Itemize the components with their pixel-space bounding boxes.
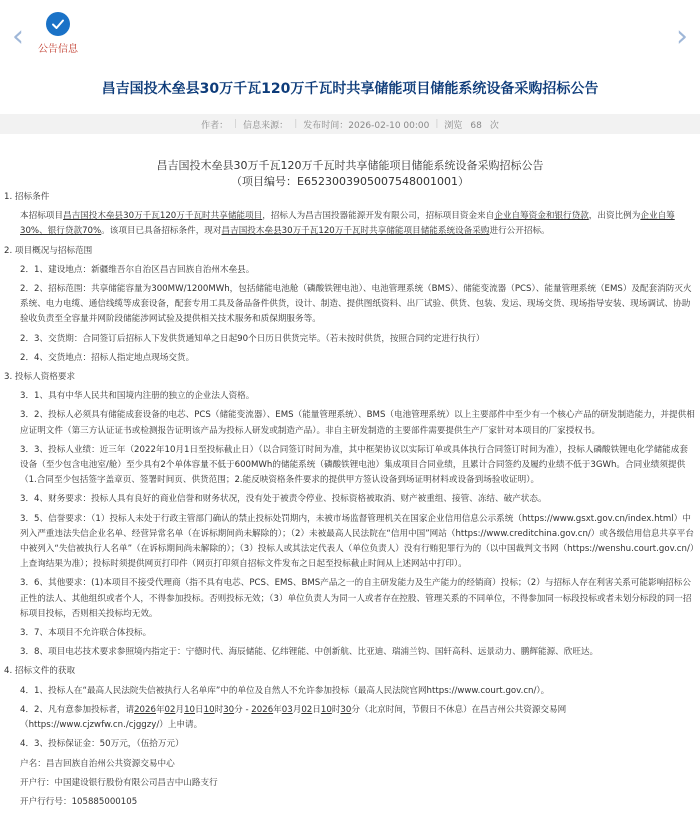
next-arrow-icon[interactable]: › (676, 19, 688, 54)
section-3-5: 3．5、信誉要求：（1）投标人未处于行政主管部门确认的禁止投标处罚期内，未被市场监督管理机关在国家企业信用信息公示系统（https://www.gsxt.gov.cn/index.html）中列入严重违法失信企业名单、经营异常名单（在诉标期间尚未解除的）；（2）未被最高人民法院在“信用中国”网站（https://www.creditchina.gov.cn/）或各级信用信息共享平台中被列入“失信被执行人名单”（在诉标期间尚未解除的）；（3）投标人或其法定代表人（单位负责人）没有行贿犯罪行为的（以中国裁判文书网（https://wenshu.court.gov.cn/）上查询结果为准）；投标时须提供网页打印件（网页打印须自招标文件发布之日起至投标截止时间从上述网站中打印）。 (20, 513, 695, 570)
document-heading (0, 158, 700, 190)
document-title: 昌吉国投木垒县30万千瓦120万千瓦时共享储能项目储能系统设备采购招标公告 (156, 159, 544, 172)
section-2-3: 2．3、交货期：合同签订后招标人下发供货通知单之日起90个日历日供货完毕。（若未按时供货，按照合同约定进行执行） (20, 333, 485, 344)
announcement-body (4, 190, 696, 814)
publish-time-value: 2026-02-10 00:00 (348, 120, 430, 131)
section-3-2: 3．2、投标人必须具有储能成套设备的电芯、PCS（储能变流器）、EMS（能量管理系统）、BMS（电池管理系统）以上主要部件中至少有一个核心产品的研发制造能力，并提供相应证明文件（第三方认证证书或检测报告证明该产品为投标人研发或制造产品）。非自主研发制造的主要部件需要提供生产厂家针对本项目的厂家授权书。 (20, 410, 695, 436)
section-3-8: 3．8、项目电芯技术要求参照境内指定于：宁德时代、海辰储能、亿纬锂能、中创新航、比亚迪、瑞浦兰钧、国轩高科、远景动力、鹏辉能源、欣旺达。 (20, 647, 599, 658)
check-icon (46, 12, 70, 36)
section-3-title: 3. 投标人资格要求 (4, 372, 76, 383)
page-title: 昌吉国投木垒县30万千瓦120万千瓦时共享储能项目储能系统设备采购招标公告 (101, 81, 599, 97)
section-1-text: 本招标项目昌吉国投木垒县30万千瓦120万千瓦时共享储能项目，招标人为昌吉国投器能源开发有限公司，招标项目资金来自企业自筹资金和银行贷款，出资比例为企业自筹30%、银行贷款70%。该项目已具备招标条件，现对昌吉国投木垒县30万千瓦120万千瓦时共享储能项目储能系统设备采购进行公开招标。 (20, 211, 675, 237)
top-bar (0, 0, 700, 64)
section-4-title: 4. 招标文件的获取 (4, 666, 76, 677)
section-3-1: 3．1、具有中华人民共和国境内注册的独立的企业法人资格。 (20, 391, 255, 402)
section-4-1: 4．1、投标人在“最高人民法院失信被执行人名单库”中的单位及自然人不允许参加投标（最高人民法院官网https://www.court.gov.cn/）。 (20, 685, 550, 696)
payee-name: 户名：昌吉回族自治州公共资源交易中心 (20, 758, 175, 769)
section-3-6: 3．6、其他要求：(1)本项目不接受代理商（指不具有电芯、PCS、EMS、BMS产品之一的自主研发能力及生产能力的经销商）投标；（2）与招标人存在利害关系可能影响招标公正性的法人、其他组织或者个人，不得参加投标。否则投标无效；（3）单位负责人为同一人或者存在控股、管理关系的不同单位，不得参加同一标段投标或者未划分标段的同一招标项目投标，否则相关投标均无效。 (20, 578, 692, 619)
section-2-2: 2．2、招标范围：共享储能容量为300MW/1200MWh，包括储能电池舱（磷酸铁锂电池）、电池管理系统（BMS）、储能变流器（PCS）、能量管理系统（EMS）及配套消防灭火系统、电力电缆、通信线缆等成套设备，配套专用工具及备品备件供货，设计、制造、提供图纸资料、出厂试验、供货、包装、发运、现场交货、现场指导安装、现场调试、协助验收负责至全容量并网阶段储能涉网试验及提供相关技术服务和质保期服务等。 (20, 284, 692, 325)
section-1-title: 1. 招标条件 (4, 192, 50, 202)
views-unit: 次 (489, 120, 499, 131)
bank-account: 开户行行号：105885000105 (20, 796, 138, 807)
section-2-1: 2．1、建设地点：新疆维吾尔自治区昌吉回族自治州木垒县。 (20, 264, 255, 275)
publish-time-label: 发布时间： (303, 120, 349, 131)
bank-name: 开户行：中国建设银行股份有限公司昌吉中山路支行 (20, 777, 218, 788)
section-4-3: 4．3、投标保证金：50万元，（伍拾万元） (20, 739, 184, 750)
section-2-title: 2. 项目概况与招标范围 (4, 245, 93, 256)
views-value: 68 (470, 120, 482, 131)
notice-info-label: 公告信息 (38, 44, 78, 55)
author-label: 作者： (201, 120, 229, 131)
views-count (444, 118, 498, 131)
views-label: 浏览 (444, 120, 463, 131)
project-number: （项目编号：E6523003905007548001001） (231, 175, 469, 188)
section-2-4: 2．4、交货地点：招标人指定地点现场交货。 (20, 352, 195, 363)
section-3-3: 3．3、投标人业绩：近三年（2022年10月1日至投标截止日）（以合同签订时间为准，其中框架协议以实际订单或具体执行合同签订时间为准），投标人磷酸铁锂电化学储能成套设备（至少包含电池室/舱）至少具有2个单体容量不低于600MWh的储能系统（磷酸铁锂电池）集成项目合同业绩，且累计合同签约及履约业绩不低于3GWh。合同业绩须提供（1.合同至少包括签字盖章页、签署时间页、供货范围；2.能反映资格条件要求的提供甲方签认设备到场证明材料或设备到场验收证明）。 (20, 444, 688, 486)
previous-arrow-icon[interactable]: ‹ (12, 19, 24, 54)
publish-time (303, 118, 429, 131)
section-3-7: 3．7、本项目不允许联合体投标。 (20, 628, 152, 639)
section-3-4: 3．4、财务要求：投标人具有良好的商业信誉和财务状况，没有处于被责令停业、投标资格被取消、财产被重组、接管、冻结、破产状态。 (20, 494, 547, 505)
source-label: 信息来源： (243, 120, 289, 131)
notice-info-badge[interactable] (38, 12, 78, 60)
section-4-2: 4．2、凡有意参加投标者，请2026年02月10日10时30分 - 2026年03月02日10时30分（北京时间，节假日不休息）在昌吉州公共资源交易网（https://www.cjzwfw.cn./cjggzy/）上申请。 (20, 704, 567, 731)
meta-info-bar: 作者： | 信息来源： | 发布时间：2026-02-10 00:00 | 浏览 68 次 (0, 114, 700, 134)
